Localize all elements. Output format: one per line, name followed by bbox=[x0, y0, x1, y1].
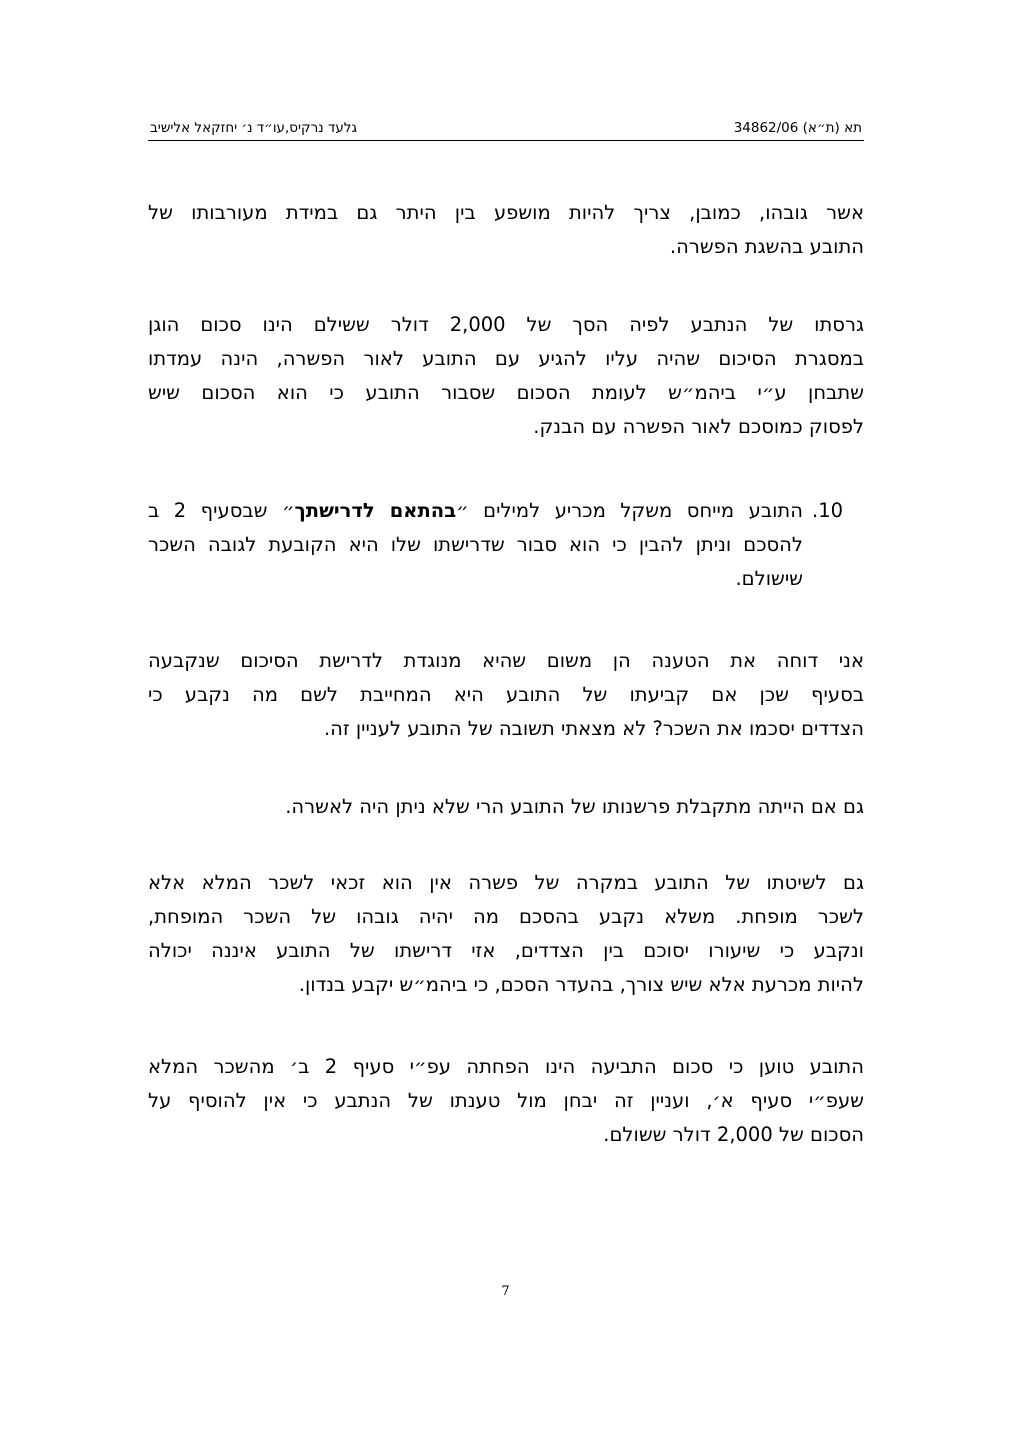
quoted-term: בהתאם לדרישתך bbox=[294, 499, 457, 522]
text-line: התובע בהשגת הפשרה. bbox=[669, 235, 864, 258]
text-line: גרסתו של הנתבע לפיה הסך של 2,000 דולר ששילם הינו סכום הוגן bbox=[148, 313, 864, 336]
text-line: שישולם. bbox=[735, 567, 803, 590]
text-line: לפסוק כמוסכם לאור הפשרה עם הבנק. bbox=[533, 415, 864, 438]
paragraph-5 bbox=[148, 790, 864, 824]
section-number: .10 bbox=[812, 499, 844, 522]
paragraph-6 bbox=[148, 866, 864, 1002]
paragraph-4 bbox=[148, 644, 864, 746]
paragraph-7 bbox=[148, 1050, 864, 1152]
page-number: 7 bbox=[501, 1284, 510, 1299]
text-line: בסעיף שכן אם קביעתו של התובע היא המחייבת לשם מה נקבע כי bbox=[148, 683, 864, 706]
text-line bbox=[148, 494, 803, 528]
text-line: שתבחן ע״י ביהמ״ש לעומת הסכום שסבור התובע כי הוא הסכום שיש bbox=[148, 381, 864, 404]
page-header bbox=[148, 118, 864, 141]
text-run: התובע מייחס משקל מכריע למילים ״ bbox=[456, 499, 803, 522]
text-line: אני דוחה את הטענה הן משום שהיא מנוגדת לדרישת הסיכום שנקבעה bbox=[148, 649, 864, 672]
text-line: הצדדים יסכמו את השכר? לא מצאתי תשובה של התובע לעניין זה. bbox=[323, 717, 864, 740]
text-line: גם לשיטתו של התובע במקרה של פשרה אין הוא זכאי לשכר המלא אלא bbox=[148, 871, 864, 894]
header-parties: גלעד נרקיס,עו״ד נ׳ יחזקאל אלישיב bbox=[150, 120, 358, 136]
text-line: להסכם וניתן להבין כי הוא סבור שדרישתו שלו היא הקובעת לגובה השכר bbox=[148, 533, 803, 556]
paragraph-2 bbox=[148, 308, 864, 444]
text-line: במסגרת הסיכום שהיה עליו להגיע עם התובע לאור הפשרה, הינה עמדתו bbox=[148, 347, 864, 370]
text-line: לשכר מופחת. משלא נקבע בהסכם מה יהיה גובהו של השכר המופחת, bbox=[148, 905, 864, 928]
paragraph-3 bbox=[148, 494, 803, 596]
text-line: גם אם הייתה מתקבלת פרשנותו של התובע הרי שלא ניתן היה לאשרה. bbox=[285, 795, 864, 818]
text-line: ונקבע כי שיעורו יסוכם בין הצדדים, אזי דרישתו של התובע איננה יכולה bbox=[148, 939, 864, 962]
text-line: להיות מכרעת אלא שיש צורך, בהעדר הסכם, כי ביהמ״ש יקבע בנדון. bbox=[298, 973, 864, 996]
text-line: הסכום של 2,000 דולר ששולם. bbox=[603, 1123, 864, 1146]
text-run: ״ שבסעיף 2 ב bbox=[148, 499, 295, 522]
text-line: שעפ״י סעיף א׳, ועניין זה יבחן מול טענתו של הנתבע כי אין להוסיף על bbox=[148, 1089, 864, 1112]
paragraph-1 bbox=[148, 196, 864, 264]
text-line: אשר גובהו, כמובן, צריך להיות מושפע בין היתר גם במידת מעורבותו של bbox=[148, 201, 864, 224]
text-line: התובע טוען כי סכום התביעה הינו הפחתה עפ״י סעיף 2 ב׳ מהשכר המלא bbox=[148, 1055, 864, 1078]
header-case-number: תא (ת״א) 34862/06 bbox=[733, 120, 862, 136]
